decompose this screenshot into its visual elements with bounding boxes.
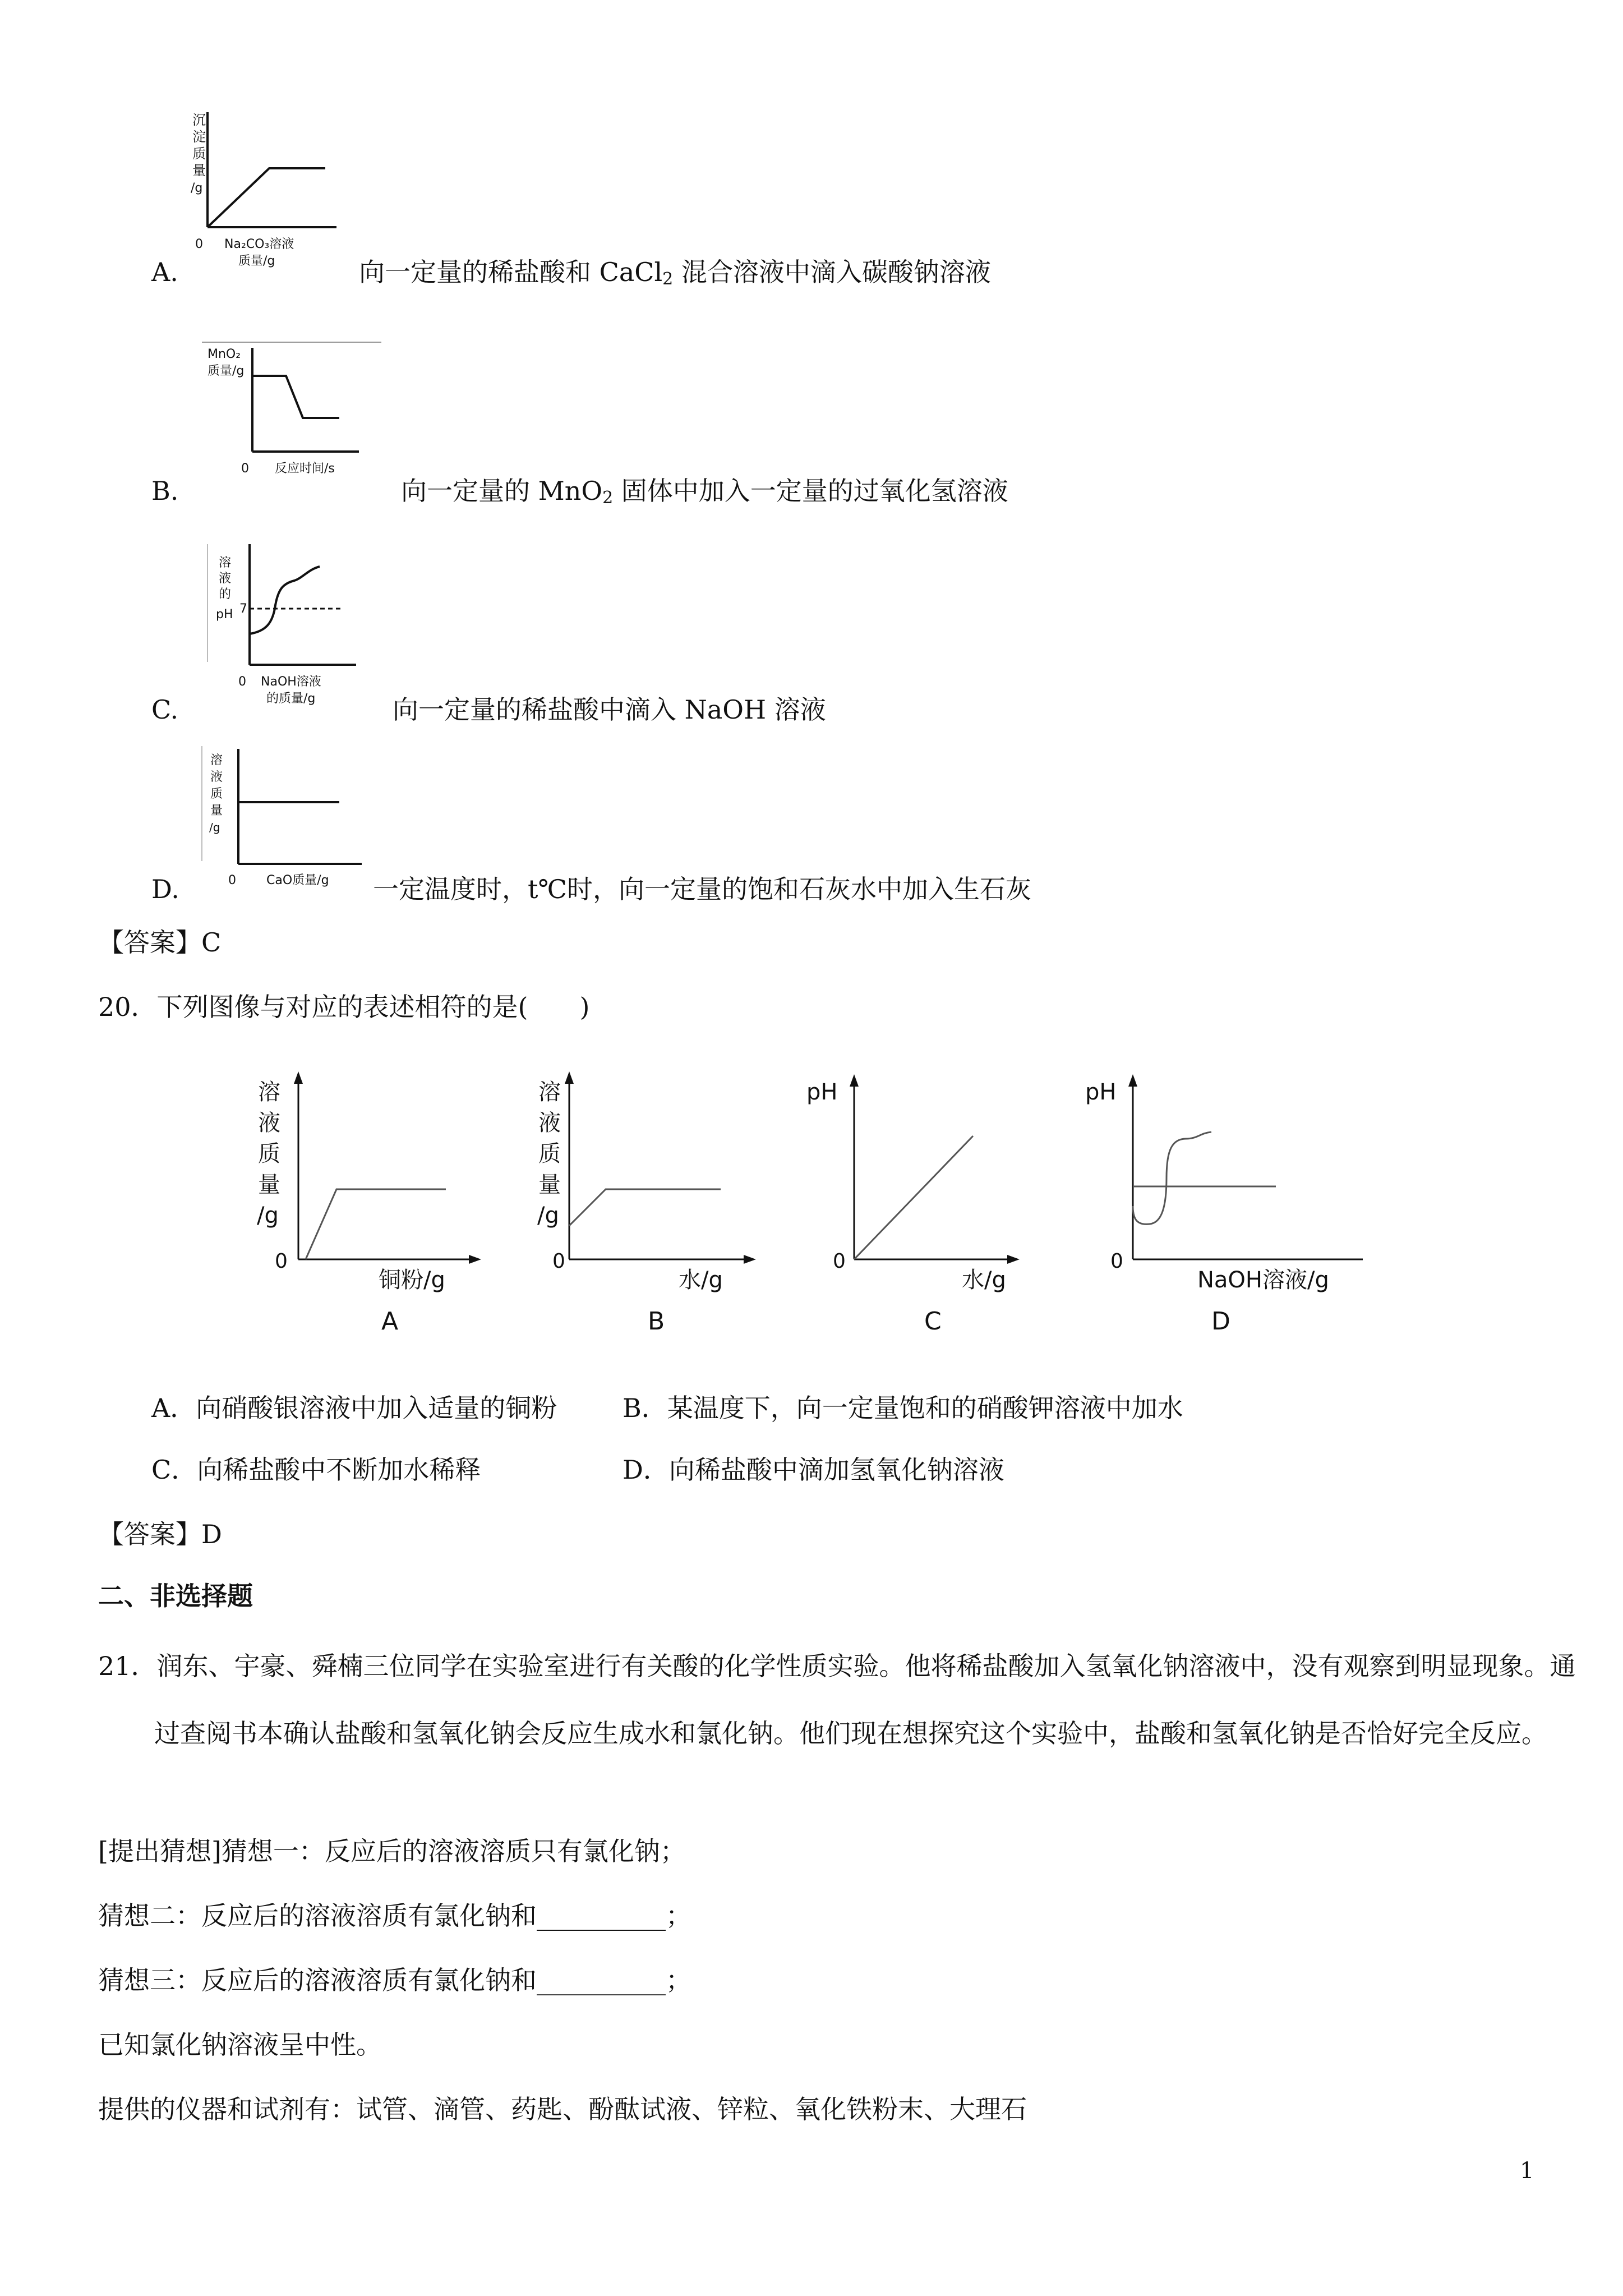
q20-a-xlabel: 铜粉/g [379, 1267, 445, 1293]
section-title: 二、非选择题 [98, 1581, 253, 1611]
q20-d-ylabel-0: pH [1085, 1079, 1117, 1105]
option-a-letter: A. [151, 257, 178, 287]
graph-b-ylabel-1: 质量/g [208, 364, 245, 378]
q21-hypothesis-1: [提出猜想]猜想一：反应后的溶液溶质只有氯化钠； [98, 1836, 686, 1866]
q20-chart-c [796, 1066, 1032, 1352]
option-d-text-main: 一定温度时，t℃时，向一定量的饱和石灰水中加入生石灰 [373, 874, 1031, 904]
graph-c-ylabel-0: 溶 [219, 556, 232, 570]
option-a-subscript: 2 [662, 269, 674, 289]
option-c-letter: C. [151, 694, 179, 725]
graph-d-ylabel-4: /g [209, 821, 220, 834]
q20-a-ylabel-4: /g [257, 1203, 279, 1228]
graph-c-ylabel-1: 液 [219, 572, 232, 586]
q20-d-origin: 0 [1110, 1250, 1123, 1273]
option-b-letter: B. [151, 476, 179, 506]
graph-c-xlabel-0: NaOH溶液 [261, 675, 321, 689]
option-d-letter: D. [151, 874, 179, 904]
q20-option-a: A．向硝酸银溶液中加入适量的铜粉 [151, 1393, 557, 1423]
option-c-text-main: 向一定量的稀盐酸中滴入 NaOH 溶液 [393, 694, 826, 725]
graph-a-origin: 0 [195, 237, 203, 251]
q21-known: 已知氯化钠溶液呈中性。 [98, 2030, 382, 2060]
q20-b-ylabel-0: 溶 [538, 1079, 561, 1105]
q20-a-ylabel-2: 质 [258, 1141, 280, 1167]
graph-d [193, 740, 373, 892]
q20-option-b: B．某温度下，向一定量饱和的硝酸钾溶液中加水 [623, 1393, 1183, 1423]
q20-b-ylabel-3: 量 [538, 1172, 561, 1198]
graph-d-origin: 0 [228, 873, 236, 887]
q19-answer: 【答案】C [98, 927, 222, 958]
graph-a-ylabel-2: 质 [192, 146, 206, 162]
q20-answer: 【答案】D [98, 1519, 222, 1549]
q21-tools: 提供的仪器和试剂有：试管、滴管、药匙、酚酞试液、锌粒、氧化铁粉末、大理石 [98, 2094, 1027, 2124]
graph-a-ylabel-1: 淀 [192, 129, 206, 145]
q20-b-ylabel-4: /g [537, 1203, 559, 1228]
q20-d-xlabel: NaOH溶液/g [1197, 1267, 1329, 1293]
q20-a-origin: 0 [275, 1250, 288, 1273]
q20-b-ylabel-2: 质 [538, 1141, 561, 1167]
q20-a-ylabel-3: 量 [258, 1172, 280, 1198]
option-a-text-rest: 混合溶液中滴入碳酸钠溶液 [673, 257, 991, 287]
q20-chart-b [527, 1066, 763, 1352]
graph-d-ylabel-0: 溶 [210, 753, 223, 767]
graph-c-mark: 7 [239, 602, 247, 616]
q20-stem: 20．下列图像与对应的表述相符的是( ) [98, 992, 590, 1022]
graph-d-ylabel-1: 液 [210, 770, 223, 784]
q20-c-letter: C [924, 1307, 942, 1336]
graph-d-ylabel-3: 量 [210, 804, 223, 818]
q21-hypothesis-2: 猜想二：反应后的溶液溶质有氯化钠和__________； [98, 1901, 691, 1931]
graph-c-ylabel-3: pH [216, 608, 233, 622]
graph-a-ylabel-3: 量 [192, 163, 206, 178]
graph-c-xlabel-1: 的质量/g [266, 692, 316, 706]
option-b-subscript: 2 [602, 488, 614, 508]
graph-b [191, 325, 381, 494]
graph-b-origin: 0 [241, 462, 249, 476]
option-a-text-main: 向一定量的稀盐酸和 CaCl [359, 257, 663, 287]
q20-b-letter: B [648, 1307, 665, 1336]
graph-a [191, 101, 359, 280]
graph-c-origin: 0 [238, 675, 246, 689]
q20-chart-d [1077, 1066, 1391, 1352]
option-d [151, 740, 1497, 920]
q20-a-ylabel-0: 溶 [258, 1079, 280, 1105]
graph-a-ylabel-4: /g [191, 181, 203, 195]
option-b [151, 325, 1497, 527]
graph-a-xlabel-1: 质量/g [238, 254, 275, 268]
option-b-text-main: 向一定量的 MnO [401, 476, 603, 506]
q21-hypothesis-3: 猜想三：反应后的溶液溶质有氯化钠和__________； [98, 1965, 691, 1995]
option-b-text [401, 474, 1008, 515]
graph-c [199, 539, 384, 718]
q20-a-letter: A [381, 1307, 399, 1336]
option-c-text [393, 693, 826, 726]
q20-c-origin: 0 [833, 1250, 846, 1273]
option-c [151, 539, 1497, 740]
q20-b-ylabel-1: 液 [538, 1110, 561, 1136]
q20-option-c: C．向稀盐酸中不断加水稀释 [151, 1455, 481, 1485]
option-a [151, 101, 1497, 303]
graph-a-xlabel-0: Na₂CO₃溶液 [224, 237, 294, 251]
q20-b-xlabel: 水/g [679, 1267, 723, 1293]
option-a-text [359, 255, 991, 296]
q20-chart-a [247, 1066, 482, 1352]
q20-d-letter: D [1211, 1307, 1230, 1336]
graph-b-xlabel-0: 反应时间/s [275, 462, 335, 476]
graph-b-ylabel-0: MnO₂ [208, 347, 241, 361]
page-number: 1 [1520, 2158, 1534, 2184]
q21-stem: 21．润东、宇豪、舜楠三位同学在实验室进行有关酸的化学性质实验。他将稀盐酸加入氢氧化钠溶液中，没有观察到明显现象。通过查阅书本确认盐酸和氢氧化钠会反应生成水和氯化钠。他们现在想探究这个实验中，盐酸和氢氧化钠是否恰好完全反应。 [98, 1651, 1576, 1749]
option-b-text-rest: 固体中加入一定量的过氧化氢溶液 [613, 476, 1008, 506]
graph-a-ylabel-0: 沉 [192, 112, 206, 128]
q20-c-ylabel-0: pH [806, 1079, 838, 1105]
graph-c-ylabel-2: 的 [219, 587, 232, 601]
graph-d-ylabel-2: 质 [210, 787, 223, 801]
q20-option-d: D．向稀盐酸中滴加氢氧化钠溶液 [623, 1455, 1004, 1485]
q20-b-origin: 0 [552, 1250, 565, 1273]
graph-d-xlabel-0: CaO质量/g [266, 873, 329, 887]
option-d-text [373, 872, 1031, 906]
q20-c-xlabel: 水/g [962, 1267, 1006, 1293]
q20-a-ylabel-1: 液 [258, 1110, 280, 1136]
